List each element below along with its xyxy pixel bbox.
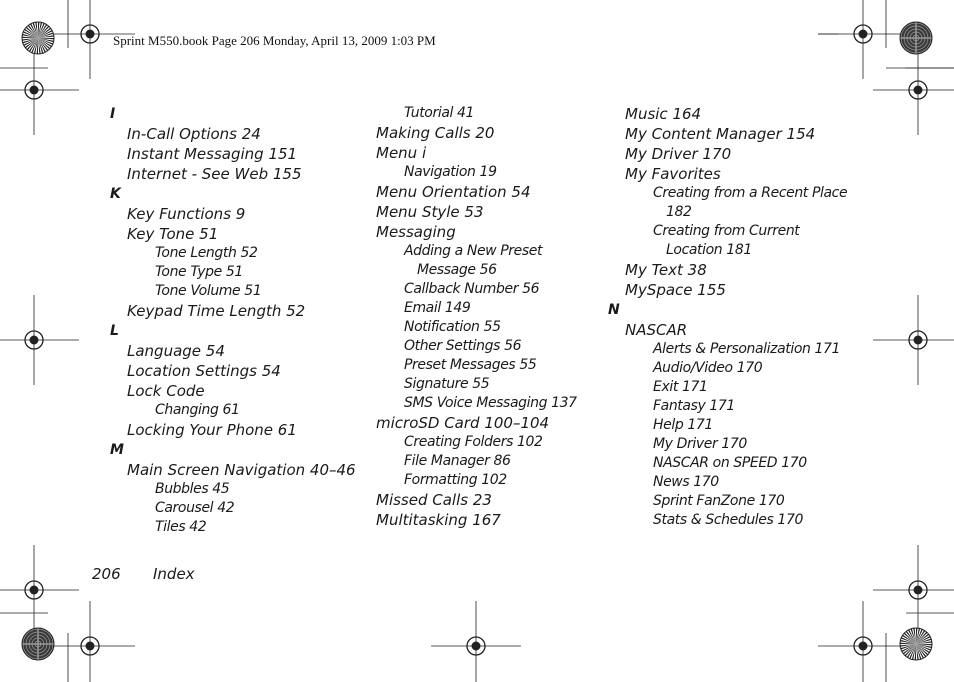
index-entry: Keypad Time Length 52 [127, 302, 306, 320]
index-entry: Missed Calls 23 [376, 491, 492, 509]
index-subentry: Creating from Current [653, 223, 800, 239]
index-subentry: Callback Number 56 [404, 281, 540, 297]
index-subentry: Other Settings 56 [404, 338, 522, 354]
index-entry: Menu Style 53 [376, 203, 484, 221]
radial-mark-icon [22, 628, 54, 660]
registration-mark-icon [45, 601, 135, 682]
index-subentry: Tone Type 51 [155, 264, 243, 280]
index-letter-heading: K [110, 186, 121, 202]
index-subentry: Creating from a Recent Place [653, 185, 848, 201]
index-subentry-continued: 182 [666, 204, 692, 220]
index-entry: Messaging [376, 223, 456, 241]
index-subentry: Tiles 42 [155, 519, 207, 535]
index-entry: Multitasking 167 [376, 511, 501, 529]
index-entry: Locking Your Phone 61 [127, 421, 297, 439]
index-subentry: Alerts & Personalization 171 [653, 341, 841, 357]
index-entry: Key Functions 9 [127, 205, 246, 223]
index-entry: Internet - See Web 155 [127, 165, 302, 183]
index-column-1 [110, 104, 356, 537]
index-entry: Making Calls 20 [376, 124, 495, 142]
index-entry: NASCAR [625, 321, 688, 339]
print-header: Sprint M550.book Page 206 Monday, April 13, 2009 1:03 PM [113, 33, 436, 48]
index-subentry: SMS Voice Messaging 137 [404, 395, 577, 411]
index-entry: microSD Card 100–104 [376, 414, 550, 432]
index-subentry: My Driver 170 [653, 436, 747, 452]
registration-mark-icon [873, 295, 954, 385]
index-letter-heading: I [110, 106, 116, 122]
index-subentry: Creating Folders 102 [404, 434, 543, 450]
index-subentry: Fantasy 171 [653, 398, 735, 414]
index-entry: Menu Orientation 54 [376, 183, 531, 201]
registration-mark-icon [0, 45, 79, 135]
starburst-mark-icon [900, 628, 932, 660]
index-subentry: Notification 55 [404, 319, 501, 335]
section-name: Index [153, 565, 195, 583]
index-subentry: NASCAR on SPEED 170 [653, 455, 807, 471]
index-subentry: Bubbles 45 [155, 481, 230, 497]
registration-mark-icon [818, 0, 908, 79]
registration-mark-icon [818, 601, 908, 682]
index-entry: My Text 38 [625, 261, 707, 279]
index-subentry: Exit 171 [653, 379, 708, 395]
index-subentry: Stats & Schedules 170 [653, 512, 803, 528]
registration-mark-icon [0, 295, 79, 385]
index-entry: Instant Messaging 151 [127, 145, 298, 163]
index-letter-heading: N [608, 302, 620, 318]
index-subentry: Audio/Video 170 [653, 360, 763, 376]
index-entry: Language 54 [127, 342, 225, 360]
registration-mark-icon [873, 545, 954, 635]
index-subentry: Formatting 102 [404, 472, 507, 488]
index-subentry: Changing 61 [155, 402, 240, 418]
registration-mark-icon [873, 45, 954, 135]
index-letter-heading: L [110, 323, 119, 339]
index-subentry: Signature 55 [404, 376, 490, 392]
index-subentry: Tone Volume 51 [155, 283, 262, 299]
index-entry: Key Tone 51 [127, 225, 219, 243]
index-subentry: Tutorial 41 [404, 105, 475, 121]
index-column-2 [376, 104, 577, 530]
index-subentry: News 170 [653, 474, 719, 490]
index-entry: Location Settings 54 [127, 362, 281, 380]
index-entry: My Content Manager 154 [625, 125, 816, 143]
index-subentry-continued: Message 56 [417, 262, 497, 278]
index-subentry-continued: Location 181 [666, 242, 752, 258]
index-subentry: Tone Length 52 [155, 245, 258, 261]
registration-mark-icon [431, 601, 521, 682]
index-entry: Main Screen Navigation 40–46 [127, 461, 356, 479]
index-subentry: Carousel 42 [155, 500, 235, 516]
index-subentry: Preset Messages 55 [404, 357, 537, 373]
index-subentry: Navigation 19 [404, 164, 497, 180]
index-entry: In-Call Options 24 [127, 125, 261, 143]
index-subentry: Sprint FanZone 170 [653, 493, 785, 509]
index-subentry: File Manager 86 [404, 453, 511, 469]
index-subentry: Adding a New Preset [404, 243, 543, 259]
index-entry: My Favorites [625, 165, 721, 183]
index-entry: My Driver 170 [625, 145, 732, 163]
index-subentry: Help 171 [653, 417, 713, 433]
index-letter-heading: M [110, 442, 124, 458]
page-number: 206 [92, 565, 121, 583]
index-entry: Lock Code [127, 382, 205, 400]
index-column-3 [608, 104, 847, 530]
registration-mark-icon [0, 545, 79, 635]
radial-mark-icon [900, 22, 932, 54]
index-entry: MySpace 155 [625, 281, 726, 299]
index-entry: Menu i [376, 144, 427, 162]
starburst-mark-icon [22, 22, 54, 54]
index-entry: Music 164 [625, 105, 702, 123]
index-subentry: Email 149 [404, 300, 471, 316]
